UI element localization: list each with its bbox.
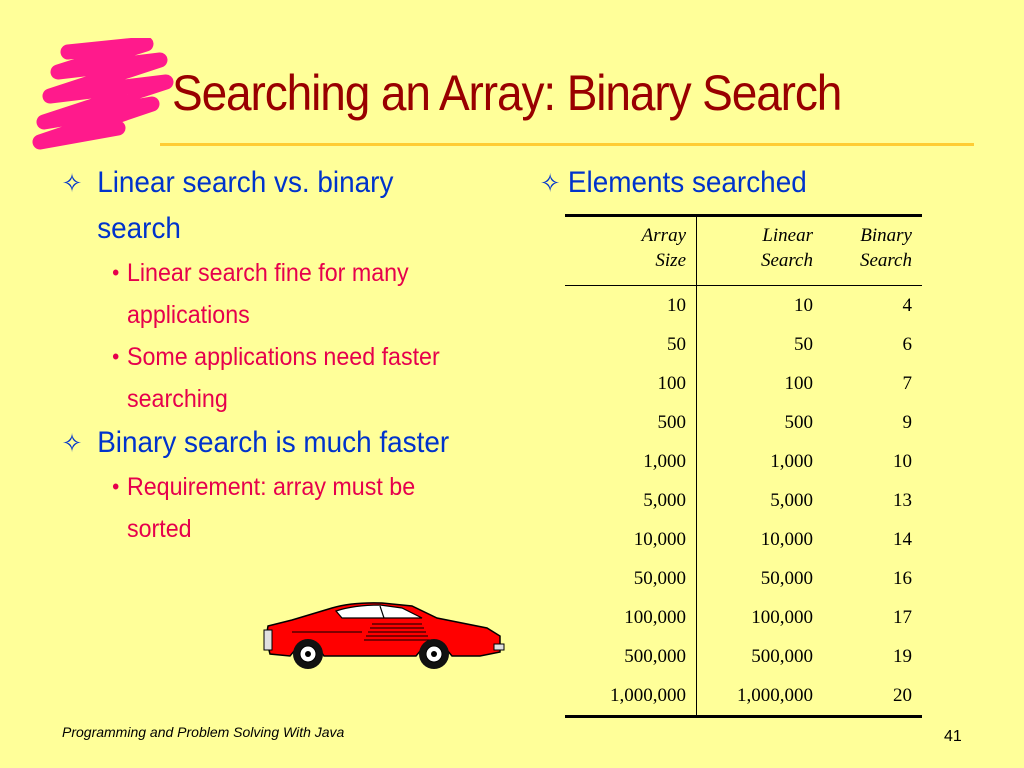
cell-linear-search: 500,000: [751, 645, 813, 667]
sub-bullet-text: Requirement: array must be sorted: [126, 473, 416, 543]
table-row: [565, 442, 922, 481]
cell-array-size: 10: [565, 286, 697, 326]
header-line: Array: [641, 225, 686, 246]
cell-binary-search: 14: [893, 528, 912, 550]
header-line: Search: [859, 250, 912, 271]
dot-bullet-icon: •: [112, 474, 120, 499]
table-heading-bullet: [540, 160, 807, 206]
header-linear-search: [697, 216, 824, 286]
header-line: Binary: [860, 225, 912, 246]
header-binary-search: [823, 216, 922, 286]
sub-bullet-text: Some applications need faster searching: [126, 343, 440, 413]
cell-array-size: 5,000: [565, 481, 697, 520]
cell-binary-search: 17: [893, 606, 912, 628]
four-point-star-icon: ✧: [61, 168, 83, 198]
table-body: [565, 286, 922, 717]
bullet-text: Linear search vs. binary search: [97, 166, 394, 245]
cell-binary-search: 16: [893, 567, 912, 589]
four-point-star-icon: ✧: [540, 168, 561, 198]
table-row: [565, 364, 922, 403]
table-row: [565, 325, 922, 364]
cell-binary-search: 10: [893, 450, 912, 472]
cell-linear-search: 50,000: [760, 567, 813, 589]
cell-linear-search: 10,000: [760, 528, 813, 550]
cell-linear-search: 5,000: [770, 489, 813, 511]
header-line: Size: [655, 250, 686, 271]
cell-array-size: 100,000: [565, 598, 697, 637]
title-underline: [160, 143, 974, 146]
left-bullet-list: [60, 160, 500, 550]
table-heading-text: Elements searched: [567, 166, 807, 199]
page-number: 41: [944, 728, 962, 745]
elements-searched-table: [565, 214, 922, 718]
cell-binary-search: 9: [902, 411, 912, 433]
sub-bullet-item: [60, 336, 469, 420]
cell-linear-search: 500: [784, 411, 813, 433]
pink-scribble-icon: [28, 38, 178, 150]
table-header-row: [565, 216, 922, 286]
cell-linear-search: 1,000: [770, 450, 813, 472]
footer-course-title: Programming and Problem Solving With Java: [62, 724, 345, 740]
red-sports-car-icon: [262, 598, 507, 670]
header-line: Search: [760, 250, 813, 271]
sub-bullet-item: [60, 466, 469, 550]
table-row: [565, 637, 922, 676]
bullet-text: Binary search is much faster: [97, 426, 450, 459]
header-line: Linear: [762, 225, 813, 246]
cell-array-size: 1,000,000: [565, 676, 697, 717]
sub-bullet-text: Linear search fine for many applications: [126, 259, 409, 329]
cell-binary-search: 13: [893, 489, 912, 511]
dot-bullet-icon: •: [112, 260, 120, 285]
slide-title: Searching an Array: Binary Search: [172, 65, 842, 121]
cell-linear-search: 100: [784, 372, 813, 394]
cell-linear-search: 50: [794, 333, 813, 355]
four-point-star-icon: ✧: [61, 428, 83, 458]
table-row: [565, 559, 922, 598]
cell-array-size: 100: [565, 364, 697, 403]
cell-array-size: 50: [565, 325, 697, 364]
cell-array-size: 10,000: [565, 520, 697, 559]
cell-binary-search: 7: [902, 372, 912, 394]
cell-array-size: 1,000: [565, 442, 697, 481]
cell-binary-search: 19: [893, 645, 912, 667]
dot-bullet-icon: •: [112, 344, 120, 369]
cell-binary-search: 6: [902, 333, 912, 355]
bullet-item: [60, 160, 469, 252]
bullet-item: [60, 420, 469, 466]
header-array-size: [565, 216, 697, 286]
table-row: [565, 403, 922, 442]
table-row: [565, 676, 922, 717]
table-row: [565, 598, 922, 637]
cell-linear-search: 100,000: [751, 606, 813, 628]
cell-binary-search: 20: [823, 676, 922, 717]
cell-linear-search: 10: [794, 294, 813, 316]
table-row: [565, 286, 922, 326]
sub-bullet-item: [60, 252, 469, 336]
table-row: [565, 520, 922, 559]
cell-array-size: 50,000: [565, 559, 697, 598]
cell-array-size: 500,000: [565, 637, 697, 676]
table-row: [565, 481, 922, 520]
cell-array-size: 500: [565, 403, 697, 442]
cell-binary-search: 4: [902, 294, 912, 316]
cell-linear-search: 1,000,000: [697, 676, 824, 717]
